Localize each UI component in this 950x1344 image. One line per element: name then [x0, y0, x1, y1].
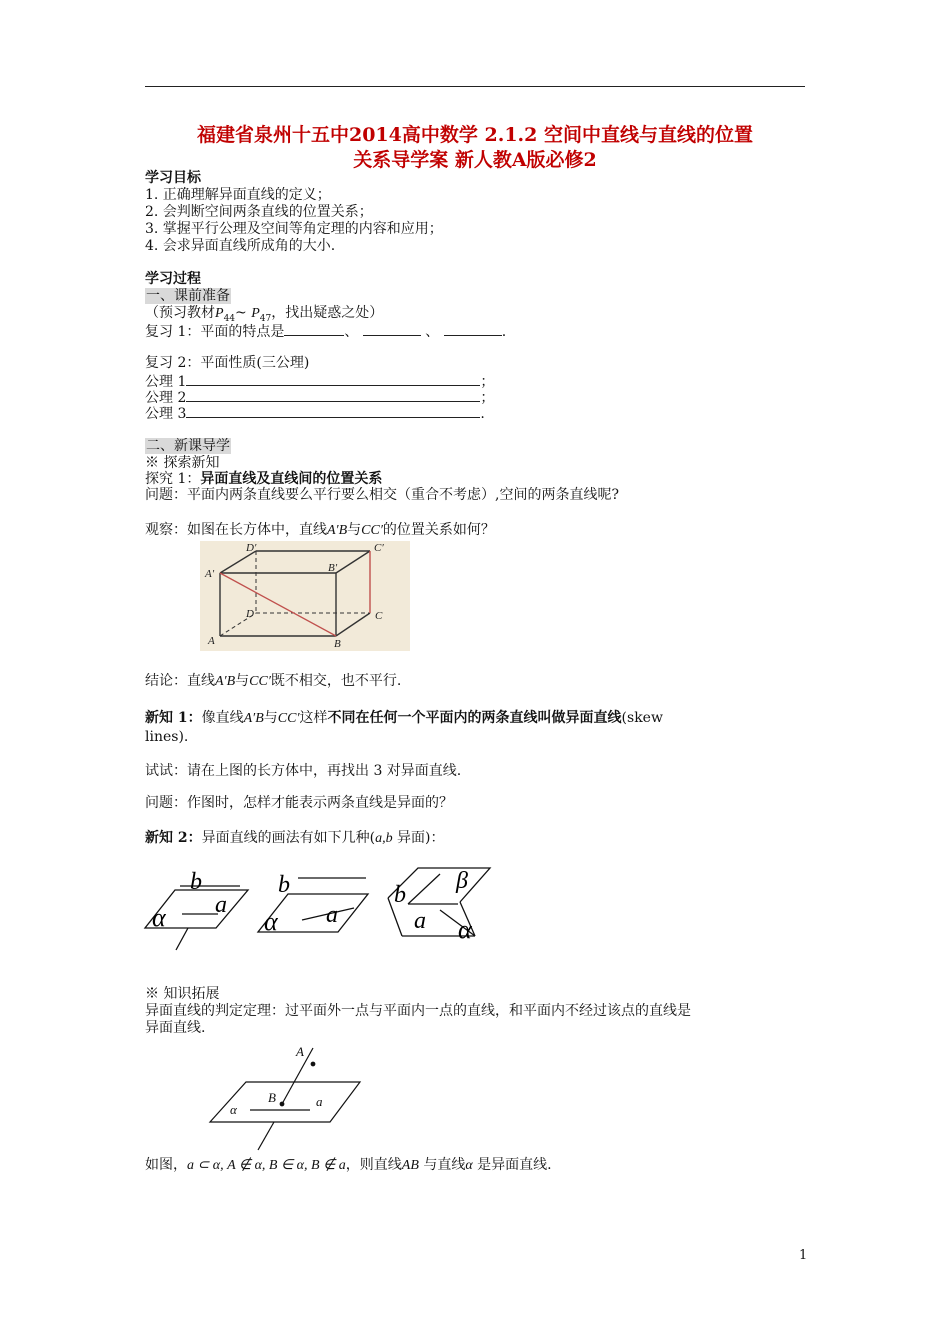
- observe-line: 观察：如图在长方体中，直线A′B与CC′的位置关系如何？: [145, 522, 495, 538]
- new-knowledge-2-line: 新知 2：异面直线的画法有如下几种(a,b 异面)：: [145, 830, 445, 846]
- theorem-label-alpha: α: [230, 1102, 237, 1117]
- cuboid-label: C: [375, 610, 383, 622]
- extension-heading: ※ 知识拓展: [145, 986, 220, 1002]
- section-heading-prep: 一、课前准备: [146, 288, 230, 304]
- objective-item: 3. 掌握平行公理及空间等角定理的内容和应用；: [145, 221, 443, 237]
- question1-line: 问题：平面内两条直线要么平行要么相交（重合不考虑）,空间的两条直线呢?: [145, 487, 619, 503]
- extension-line2: 异面直线.: [145, 1020, 206, 1036]
- preview-line: （预习教材$P_{44}\sim$ $P_{47}$，找出疑惑之处）: [145, 305, 384, 324]
- cuboid-label: A: [208, 635, 215, 647]
- axiom3-line: 公理 3 .: [145, 406, 485, 422]
- explore-heading: ※ 探索新知: [145, 455, 220, 471]
- review2-line: 复习 2：平面性质(三公理): [145, 355, 310, 371]
- inquiry-line: 探究 1：异面直线及直线间的位置关系: [145, 471, 383, 487]
- new-knowledge-1-line1: 新知 1：像直线A′B与CC′这样不同在任何一个平面内的两条直线叫做异面直线(skew: [145, 710, 663, 726]
- skew-label-alpha: α: [152, 903, 166, 932]
- skew-label-b: b: [190, 869, 202, 895]
- objective-item: 1. 正确理解异面直线的定义；: [145, 187, 331, 203]
- objectives-heading: 学习目标: [145, 170, 201, 186]
- section-heading-newlesson: 二、新课导学: [146, 438, 230, 454]
- skew-label-alpha: α: [264, 907, 278, 936]
- axiom2-line: 公理 2 ；: [145, 390, 495, 406]
- theorem-figure: [200, 1040, 370, 1152]
- skew-label-b: b: [394, 882, 406, 908]
- cuboid-label: D: [246, 608, 254, 620]
- skew-label-a: a: [215, 892, 227, 918]
- objective-item: 2. 会判断空间两条直线的位置关系；: [145, 204, 373, 220]
- review1-line: 复习 1：平面的特点是 、 、 .: [145, 324, 507, 340]
- objective-item: 4. 会求异面直线所成角的大小.: [145, 238, 336, 254]
- skew-lines-drawings: [140, 860, 500, 958]
- document-title-line2: 关系导学案 新人教A版必修2: [353, 149, 597, 171]
- skew-label-a: a: [326, 902, 338, 928]
- question2-line: 问题：作图时，怎样才能表示两条直线是异面的？: [145, 795, 453, 811]
- cuboid-label: B: [334, 638, 341, 650]
- process-heading: 学习过程: [145, 271, 201, 287]
- skew-label-beta: β: [456, 868, 468, 894]
- cuboid-label: B′: [328, 562, 338, 574]
- document-title-line1: 福建省泉州十五中2014高中数学 2.1.2 空间中直线与直线的位置: [196, 124, 753, 146]
- theorem-label-A: A: [296, 1044, 304, 1059]
- header-rule: [145, 86, 805, 87]
- try-line: 试试：请在上图的长方体中，再找出 3 对异面直线.: [145, 763, 462, 779]
- theorem-conclusion-line: 如图，a ⊂ α, A ∉ α, B ∈ α, B ∉ a，则直线AB 与直线α 是异面直线.: [145, 1157, 552, 1173]
- cuboid-figure: [200, 541, 410, 651]
- theorem-label-B: B: [268, 1090, 276, 1105]
- extension-line1: 异面直线的判定定理：过平面外一点与平面内一点的直线，和平面内不经过该点的直线是: [145, 1003, 691, 1019]
- skew-label-b: b: [278, 872, 290, 898]
- skew-label-a: a: [414, 908, 426, 934]
- cuboid-label: A′: [205, 568, 215, 580]
- axiom1-line: 公理 1 ；: [145, 374, 495, 390]
- cuboid-label: D′: [246, 542, 257, 554]
- page-number: 1: [799, 1248, 808, 1263]
- conclusion-line: 结论：直线A′B与CC′既不相交，也不平行.: [145, 673, 402, 689]
- skew-label-alpha: α: [458, 915, 472, 944]
- theorem-label-a: a: [316, 1094, 323, 1109]
- new-knowledge-1-line2: lines).: [145, 729, 189, 745]
- cuboid-label: C′: [374, 542, 384, 554]
